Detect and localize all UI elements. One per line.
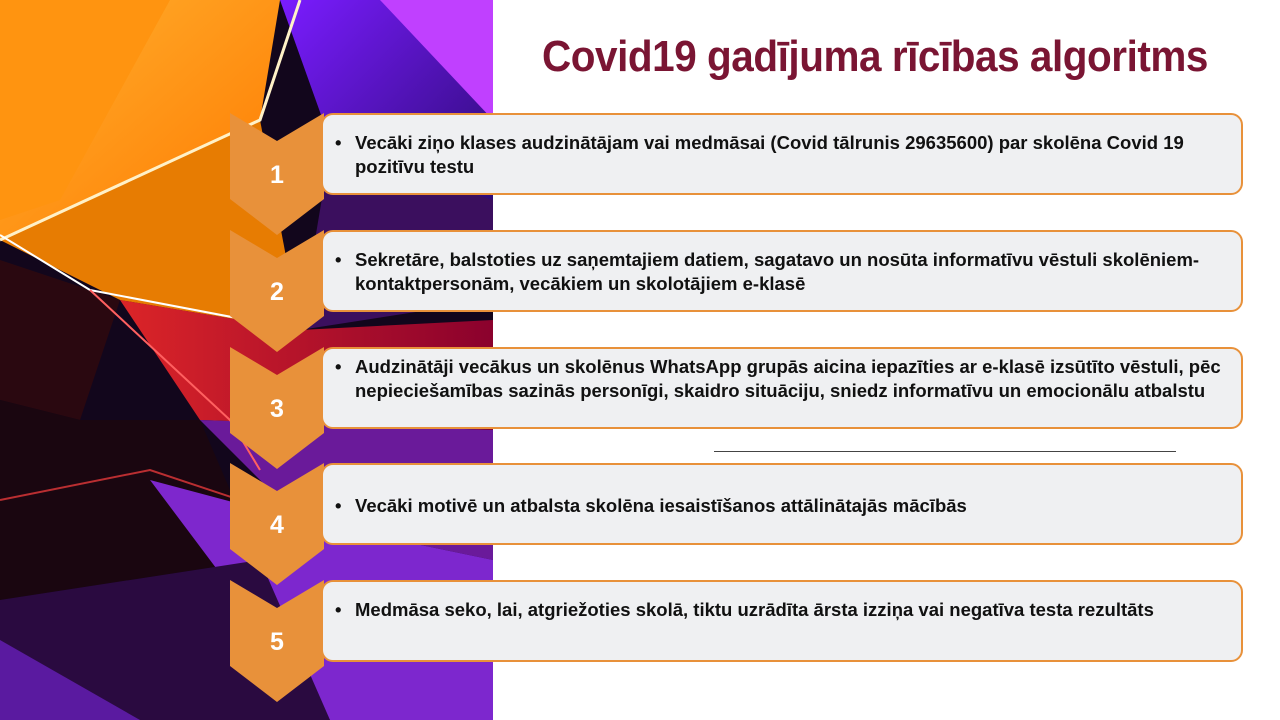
step-text-box xyxy=(321,463,1243,545)
divider-line xyxy=(714,451,1176,452)
step-4 xyxy=(230,463,1246,583)
step-number: 4 xyxy=(270,511,284,539)
step-number: 3 xyxy=(270,395,284,423)
step-text-box xyxy=(321,113,1243,195)
slide-title: Covid19 gadījuma rīcības algoritms xyxy=(542,32,1208,81)
step-2 xyxy=(230,230,1246,350)
step-1 xyxy=(230,113,1246,233)
step-text-box xyxy=(321,347,1243,429)
step-number: 5 xyxy=(270,628,284,656)
step-number: 2 xyxy=(270,278,284,306)
step-number: 1 xyxy=(270,161,284,189)
step-text-box xyxy=(321,230,1243,312)
step-text: • Medmāsa seko, lai, atgriežoties skolā, tiktu uzrādīta ārsta izziņa vai negatīva testa rezultāts xyxy=(355,598,1221,622)
step-text: • Audzinātāji vecākus un skolēnus WhatsApp grupās aicina iepazīties ar e-klasē izsūtīto vēstuli, pēc nepieciešamības sazinās personīgi, skaidro situāciju, sniedz informatīvu un emocionālu atbalstu xyxy=(355,355,1221,403)
step-5 xyxy=(230,580,1246,700)
step-text: • Vecāki ziņo klases audzinātājam vai medmāsai (Covid tālrunis 29635600) par skolēna Covid 19 pozitīvu testu xyxy=(355,131,1221,179)
step-3 xyxy=(230,347,1246,467)
step-text: • Vecāki motivē un atbalsta skolēna iesaistīšanos attālinātajās mācībās xyxy=(355,494,1221,518)
step-text-box xyxy=(321,580,1243,662)
step-text: • Sekretāre, balstoties uz saņemtajiem datiem, sagatavo un nosūta informatīvu vēstuli skolēniem-kontaktpersonām, vecākiem un skolotājiem e-klasē xyxy=(355,248,1221,296)
